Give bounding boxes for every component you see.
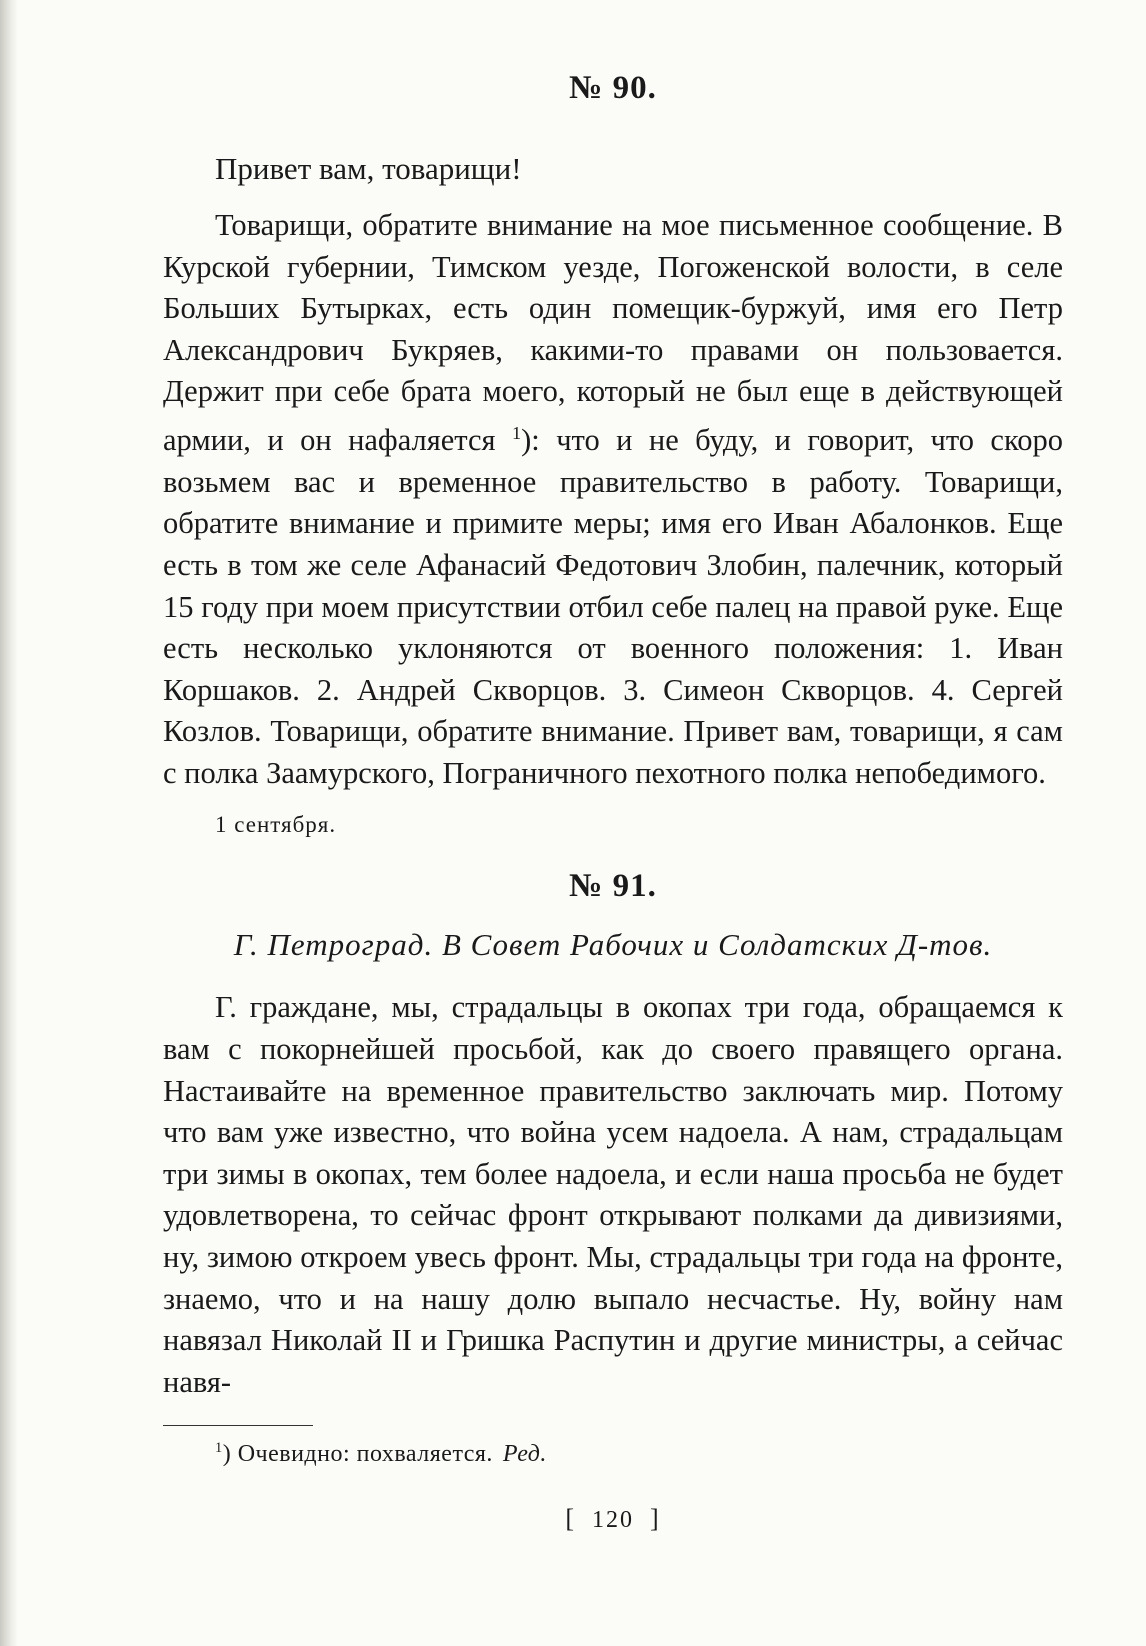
page-number-bracket-open: [ [565, 1504, 576, 1534]
doc-90-body [163, 205, 1063, 794]
page-number-bracket-close: ] [650, 1504, 661, 1534]
page-number [163, 1504, 1063, 1534]
doc-91-body: Г. граждане, мы, страдальцы в окопах три года, обращаемся к вам с покорнейшей просьбой, как до своего правящего органа. Настаивайте на временное правительство заключать мир. Потому что вам уже известно, что война усем надоела. А нам, страдальцам три зимы в окопах, тем более надоела, и если наша просьба не будет удовлетворена, то сейчас фронт открывают полками да дивизиями, ну, зимою откроем увесь фронт. Мы, страдальцы три года на фронте, знаемо, что и на нашу долю выпало несчастье. Ну, войну нам навязал Николай II и Гришка Распутин и другие министры, а сейчас навя- [163, 990, 1063, 1399]
doc-90-date: 1 сентября. [215, 812, 337, 838]
doc-91-address: Г. Петроград. В Совет Рабочих и Солдатских Д-тов. [233, 927, 993, 963]
footnote-text: ) Очевидно: похваляется. [222, 1441, 493, 1468]
page-content [163, 70, 1063, 1534]
footnote-reference: 1 [512, 422, 522, 443]
doc-90-greeting: Привет вам, товарищи! [215, 151, 522, 186]
footnote-divider [163, 1425, 313, 1426]
footnote [215, 1440, 1063, 1468]
page-number-value: 120 [592, 1507, 634, 1534]
page-spine-shadow [0, 0, 18, 1646]
doc-90-text-part-2: ): что и не буду, и говорит, что скоро возьмем вас и временное правительство в работу. Товарищи, обратите внимание и примите меры; имя его Иван Абалонков. Еще есть в том же селе Афанасий Федотович Злобин, палечник, который 15 году при моем присутствии отбил себе палец на правой руке. Еще есть несколько уклоняются от военного положения: 1. Иван Коршаков. 2. Андрей Скворцов. 3. Симеон Скворцов. 4. Сергей Козлов. Товарищи, обратите внимание. Привет вам, товарищи, я сам с полка Заамурского, Пограничного пехотного полка непобедимого. [163, 423, 1063, 790]
footnote-editor: Ред. [502, 1441, 547, 1468]
doc-90-number: № 90. [569, 70, 657, 106]
doc-91-number: № 91. [569, 868, 657, 905]
doc-90-text-part-1: Товарищи, обратите внимание на мое письменное сообщение. В Курской губернии, Тимском уезде, Погоженской волости, в селе Больших Бутырках, есть один помещик-буржуй, имя его Петр Александрович Букряев, какими-то правами он пользовается. Держит при себе брата моего, который не был еще в действующей армии, и он нафаляется [163, 208, 1063, 458]
footnote-mark: 1 [215, 1440, 223, 1457]
